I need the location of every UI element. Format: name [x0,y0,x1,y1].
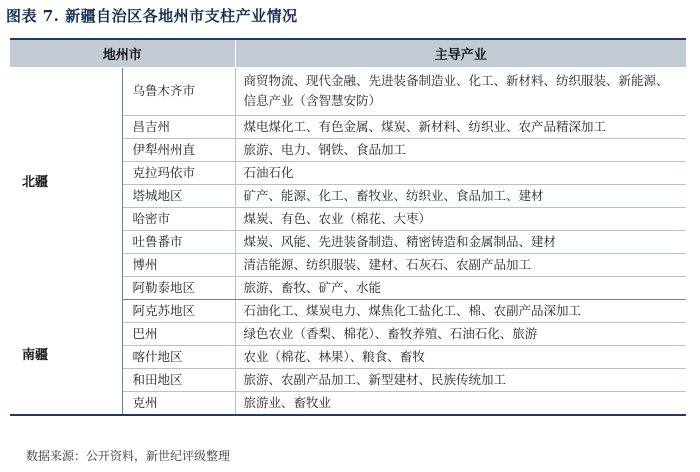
industry-cell: 石油石化 [235,161,686,184]
industry-cell: 绿色农业（香梨、棉花）、畜牧养殖、石油石化、旅游 [235,322,686,345]
industry-table [10,38,686,416]
city-cell: 克州 [122,391,235,415]
region-cell-south: 南疆 [10,299,122,415]
industry-cell: 旅游、农副产品加工、新型建材、民族传统加工 [235,368,686,391]
city-cell: 阿克苏地区 [122,299,235,322]
industry-cell: 商贸物流、现代金融、先进装备制造业、化工、新材料、纺织服装、新能源、信息产业（含智慧安防） [235,67,686,115]
region-cell-north: 北疆 [10,67,122,299]
industry-cell: 旅游、电力、钢铁、食品加工 [235,138,686,161]
city-cell: 克拉玛依市 [122,161,235,184]
city-cell: 伊犁州州直 [122,138,235,161]
industry-cell: 清洁能源、纺织服装、建材、石灰石、农副产品加工 [235,253,686,276]
industry-cell: 农业（棉花、林果）、粮食、畜牧 [235,345,686,368]
city-cell: 巴州 [122,322,235,345]
city-cell: 吐鲁番市 [122,230,235,253]
city-cell: 博州 [122,253,235,276]
table-row [10,67,686,115]
industry-cell: 煤电煤化工、有色金属、煤炭、新材料、纺织业、农产品精深加工 [235,115,686,138]
city-cell: 塔城地区 [122,184,235,207]
industry-cell: 旅游、畜牧、矿产、水能 [235,276,686,299]
city-cell: 阿勒泰地区 [122,276,235,299]
table-title: 图表 7. 新疆自治区各地州市支柱产业情况 [6,7,298,25]
industry-cell: 矿产、能源、化工、畜牧业、纺织业、食品加工、建材 [235,184,686,207]
city-cell: 哈密市 [122,207,235,230]
city-cell: 和田地区 [122,368,235,391]
header-city: 地州市 [10,39,235,67]
industry-cell: 煤炭、风能、先进装备制造、精密铸造和金属制品、建材 [235,230,686,253]
city-cell: 乌鲁木齐市 [122,67,235,115]
header-row [10,39,686,67]
header-industry: 主导产业 [235,39,686,67]
city-cell: 昌吉州 [122,115,235,138]
data-source-note: 数据来源：公开资料，新世纪评级整理 [26,449,231,463]
table-row [10,299,686,322]
city-cell: 喀什地区 [122,345,235,368]
industry-cell: 煤炭、有色、农业（棉花、大枣） [235,207,686,230]
industry-cell: 石油化工、煤炭电力、煤焦化工盐化工、棉、农副产品深加工 [235,299,686,322]
industry-cell: 旅游业、畜牧业 [235,391,686,415]
